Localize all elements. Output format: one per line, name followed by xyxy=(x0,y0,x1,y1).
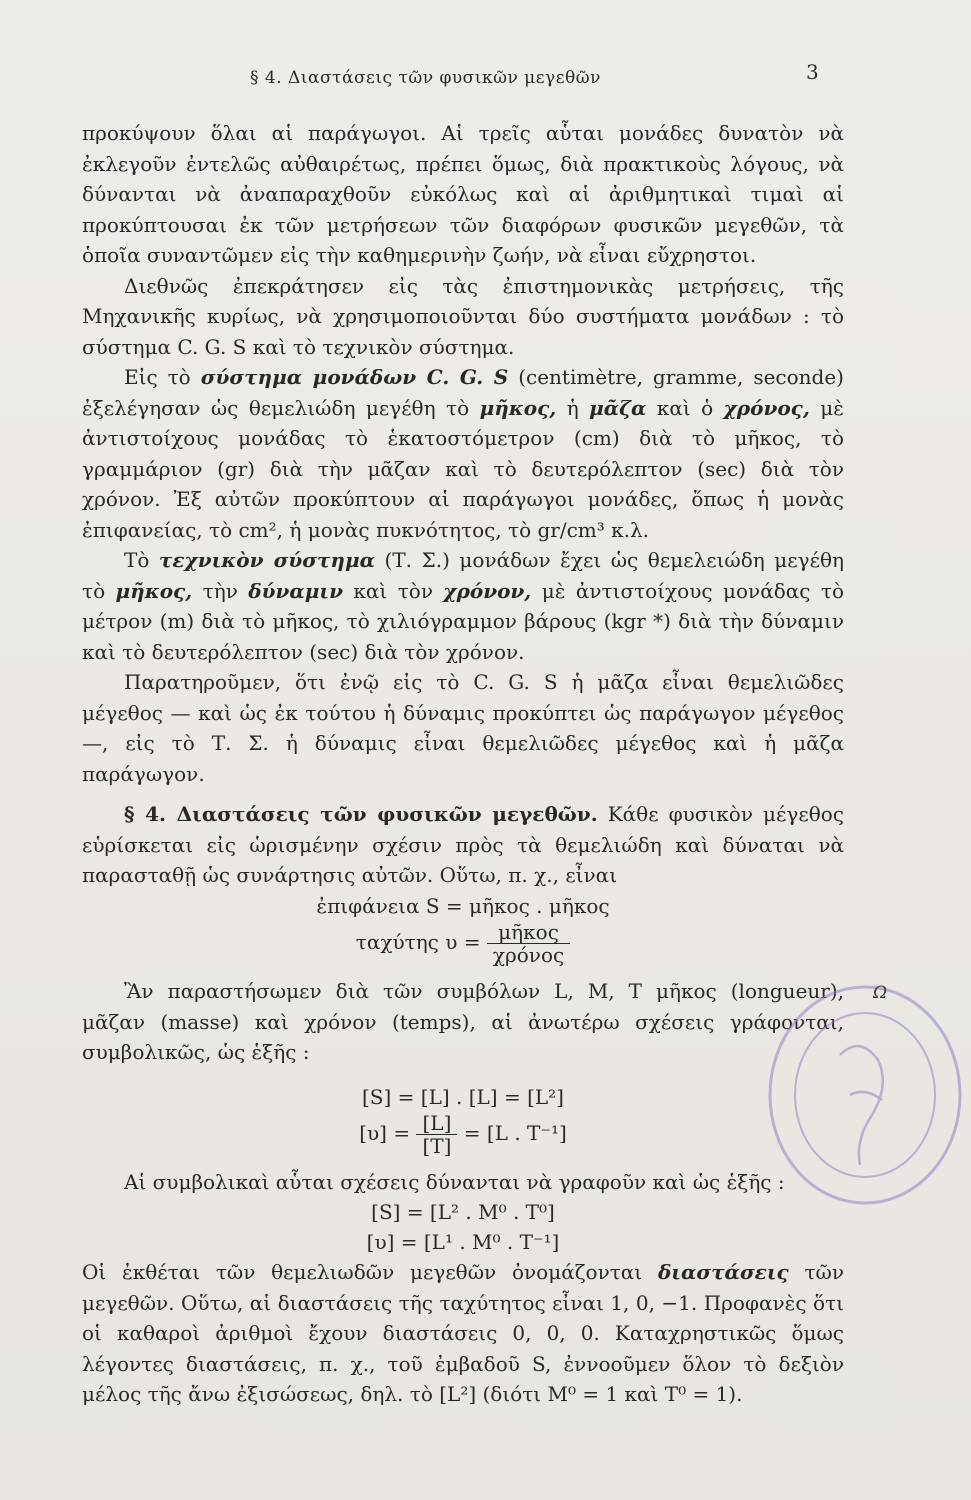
fraction-numerator: [L] xyxy=(416,1112,457,1135)
emphasis-length: μῆκος, xyxy=(479,395,557,420)
text-run: τὴν xyxy=(192,578,249,603)
stamp-ring xyxy=(770,987,960,1203)
equation-lhs: ταχύτης υ = xyxy=(355,930,481,954)
emphasis-time: χρόνος, xyxy=(723,395,810,420)
text-run: μὲ ἀντιστοίχους μονάδας τὸ ἑκατοστόμετρον (cm) διὰ τὸ μῆκος, τὸ γραμμάριον (gr) διὰ τὴν μᾶζαν καὶ τὸ δευτερόλεπτον (sec) διὰ τὸν χρόνον. Ἐξ αὐτῶν προκύπτουν αἱ παράγωγοι μονάδες, ὅπως ἡ μονὰς ἐπιφανείας, τὸ cm², ἡ μονὰς πυκνότητος, τὸ gr/cm³ κ.λ. xyxy=(82,395,844,542)
margin-mark: Ω xyxy=(873,983,888,1003)
text-run: καὶ ὁ xyxy=(646,395,724,420)
section-title: § 4. Διαστάσεις τῶν φυσικῶν μεγεθῶν. xyxy=(124,802,598,826)
fraction-numerator: μῆκος xyxy=(487,921,570,944)
paragraph-cgs xyxy=(82,362,844,545)
text-run: ἡ xyxy=(556,395,590,420)
dimension-area: [S] = [L] . [L] = [L²] xyxy=(361,1084,564,1109)
page-number: 3 xyxy=(806,60,819,84)
text-run: μὲ ἀντιστοίχους μονάδας τὸ μέτρον (m) διὰ τὸ μῆκος, τὸ χιλιόγραμμον βάρους (kgr *) διὰ τὴν δύναμιν καὶ τὸ δευτερόλεπτον (sec) διὰ τὸν χρόνον. xyxy=(82,578,845,664)
paragraph-7: Αἱ συμβολικαὶ αὗται σχέσεις δύνανται νὰ γραφοῦν καὶ ὡς ἑξῆς : xyxy=(124,1169,785,1194)
text-run: (centimètre, gramme, seconde) ἐξελέγησαν ὡς θεμελιώδη μεγέθη τὸ xyxy=(82,365,844,420)
dimension-area-full: [S] = [L² . M⁰ . T⁰] xyxy=(371,1200,555,1224)
text-run: Τὸ xyxy=(124,548,159,572)
body-text xyxy=(82,118,844,1410)
paragraph-1: προκύψουν ὅλαι αἱ παράγωγοι. Αἱ τρεῖς αὗται μονάδες δυνατὸν νὰ ἐκλεγοῦν ἐντελῶς αὐθαιρέτως, πρέπει ὅμως, διὰ πρακτικοὺς λόγους, νὰ δύνανται νὰ ἀναπαραχθοῦν εὐκόλως καὶ αἱ ἀριθμητικαὶ τιμαὶ αἱ προκύπτουσαι ἐκ τῶν μετρήσεων τῶν διαφόρων φυσικῶν μεγεθῶν, τὰ ὁποῖα συναντῶμεν εἰς τὴν καθημερινὴν ζωήν, νὰ εἶναι εὔχρηστοι. xyxy=(82,121,844,267)
text-run: Εἰς τὸ xyxy=(124,365,201,389)
dimension-speed-full: [υ] = [L¹ . M⁰ . T⁻¹] xyxy=(366,1230,560,1254)
paragraph-technical xyxy=(82,545,844,667)
emphasis-dimensions: διαστάσεις xyxy=(657,1260,789,1284)
fraction xyxy=(487,921,570,966)
library-stamp xyxy=(760,975,970,1215)
equation-rhs: = [L . T⁻¹] xyxy=(463,1120,567,1145)
running-title: § 4. Διαστάσεις τῶν φυσικῶν μεγεθῶν xyxy=(250,68,601,88)
text-run: καὶ τὸν xyxy=(342,578,444,603)
fraction-denominator: [T] xyxy=(422,1133,452,1158)
equation-speed xyxy=(82,921,844,966)
equation-area: ἐπιφάνεια S = μῆκος . μῆκος xyxy=(316,893,610,918)
dimension-speed xyxy=(82,1112,844,1157)
emphasis-time: χρόνον, xyxy=(443,578,532,603)
dimension-equations xyxy=(82,1082,844,1157)
emphasis-cgs-system: σύστημα μονάδων C. G. S xyxy=(200,365,509,389)
paragraph-symbols: Ἂν παραστήσωμεν διὰ τῶν συμβόλων L, M, T μῆκος (longueur), μᾶζαν (masse) καὶ χρόνον (temps), αἱ ἀνωτέρω σχέσεις γράφονται, συμβολικῶς, ὡς ἑξῆς : xyxy=(82,979,844,1064)
emphasis-length: μῆκος, xyxy=(115,578,193,603)
emphasis-force: δύναμιν xyxy=(248,578,343,603)
fraction xyxy=(416,1112,457,1157)
text-run: Κάθε φυσικὸν μέγεθος εὑρίσκεται εἰς ὡρισμένην σχέσιν πρὸς τὰ θεμελιώδη καὶ δύναται νὰ παρασταθῇ ὡς συνάρτησις αὐτῶν. Οὕτω, π. χ., εἶναι xyxy=(82,802,845,887)
paragraph-2: Διεθνῶς ἐπεκράτησεν εἰς τὰς ἐπιστημονικὰς μετρήσεις, τῆς Μηχανικῆς κυρίως, νὰ χρησιμοποιοῦνται δύο συστήματα μονάδων : τὸ σύστημα C. G. S καὶ τὸ τεχνικὸν σύστημα. xyxy=(82,273,844,359)
text-run: τῶν μεγεθῶν. Οὕτω, αἱ διαστάσεις τῆς ταχύτητος εἶναι 1, 0, −1. Προφανὲς ὅτι οἱ καθαροὶ ἀριθμοὶ ἔχουν διαστάσεις 0, 0, 0. Καταχρηστικῶς ὅμως λέγοντες διαστάσεις, π. χ., τοῦ ἐμβαδοῦ S, ἐννοοῦμεν ὅλον τὸ δεξιὸν μέλος τῆς ἄνω ἐξισώσεως, δηλ. τὸ [L²] (διότι M⁰ = 1 καὶ T⁰ = 1). xyxy=(82,1260,845,1406)
paragraph-dimensions xyxy=(82,1257,844,1410)
paragraph-5: Παρατηροῦμεν, ὅτι ἐνῷ εἰς τὸ C. G. S ἡ μᾶζα εἶναι θεμελιῶδες μέγεθος — καὶ ὡς ἐκ τούτου ἡ δύναμις προκύπτει ὡς παράγωγον μέγεθος —, εἰς τὸ Τ. Σ. ἡ δύναμις εἶναι θεμελιῶδες μέγεθος καὶ ἡ μᾶζα παράγωγον. xyxy=(82,670,844,786)
stamp-emblem xyxy=(840,1046,883,1165)
fraction-denominator: χρόνος xyxy=(492,943,565,967)
equation-lhs: [υ] = xyxy=(359,1120,411,1145)
text-run: (Τ. Σ.) μονάδων ἔχει ὡς θεμελειώδη μεγέθη τὸ xyxy=(82,548,844,603)
emphasis-technical-system: τεχνικὸν σύστημα xyxy=(158,548,375,572)
page-header xyxy=(0,60,971,90)
text-run: Οἱ ἐκθέται τῶν θεμελιωδῶν μεγεθῶν ὀνομάζονται xyxy=(82,1260,658,1284)
section-paragraph xyxy=(82,799,844,891)
emphasis-mass: μᾶζα xyxy=(589,395,647,420)
